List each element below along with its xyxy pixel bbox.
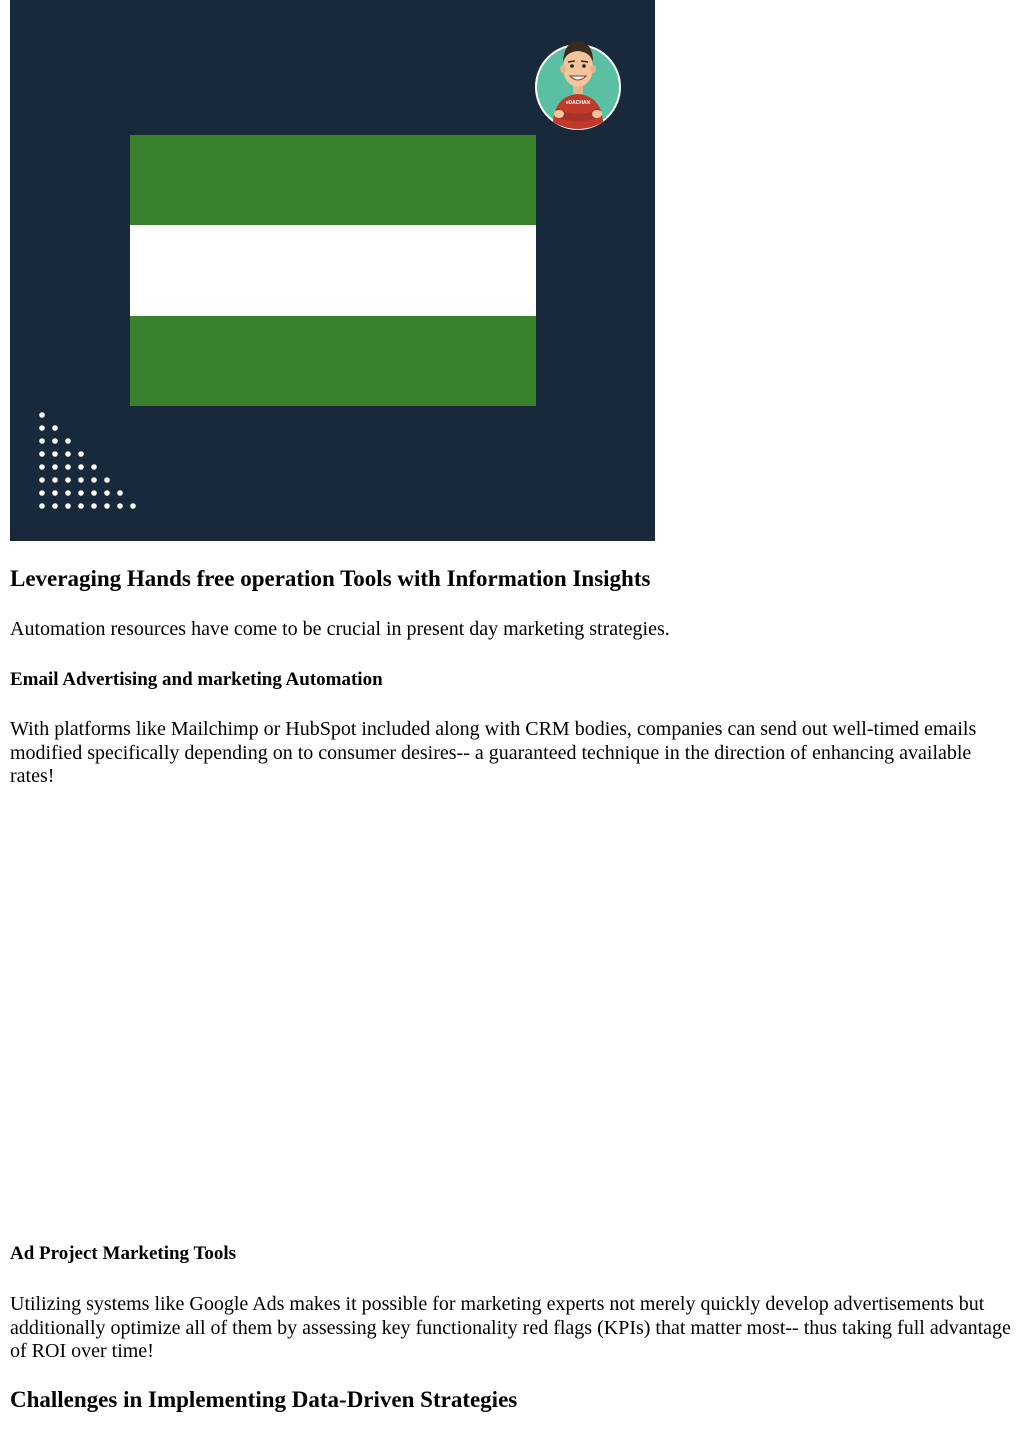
- dot: [91, 490, 97, 496]
- email-automation-paragraph: With platforms like Mailchimp or HubSpot included along with CRM bodies, companies can send out well-timed emails modified specifically depending on to consumer desires-- a guaranteed technique in the direction of enhancing available rates!: [10, 718, 977, 787]
- cartoon-man-avatar-icon: [535, 30, 623, 132]
- dot: [52, 438, 58, 444]
- hero-image: [10, 0, 655, 541]
- dot: [78, 503, 84, 509]
- dot: [91, 477, 97, 483]
- dot: [65, 451, 71, 457]
- section-heading: Leveraging Hands free operation Tools with Information Insights: [10, 566, 651, 591]
- dot: [78, 451, 84, 457]
- dot: [65, 477, 71, 483]
- dot: [39, 503, 45, 509]
- dot: [39, 425, 45, 431]
- dot: [39, 464, 45, 470]
- dot: [39, 412, 45, 418]
- flag-stripe-bottom: [130, 316, 536, 406]
- subheading-email-automation: Email Advertising and marketing Automation: [10, 669, 383, 690]
- dot: [104, 503, 110, 509]
- flag-stripe-top: [130, 135, 536, 225]
- dot: [65, 438, 71, 444]
- dot: [117, 490, 123, 496]
- green-white-green-flag: [130, 135, 536, 406]
- flag-stripe-middle: [130, 225, 536, 315]
- dot: [39, 451, 45, 457]
- dot: [78, 464, 84, 470]
- dot: [78, 477, 84, 483]
- dot: [91, 464, 97, 470]
- dot: [52, 451, 58, 457]
- dot: [130, 503, 136, 509]
- dot: [52, 490, 58, 496]
- dot: [52, 477, 58, 483]
- intro-paragraph: Automation resources have come to be crucial in present day marketing strategies.: [10, 618, 670, 640]
- ad-tools-paragraph: Utilizing systems like Google Ads makes it possible for marketing experts not merely quickly develop advertisements but additionally optimize all of them by assessing key functionality red flags (KPIs) that matter most-- thus taking full advantage of ROI over time!: [10, 1293, 1011, 1362]
- svg-text:eDACHAN: eDACHAN: [565, 100, 591, 106]
- subheading-ad-tools: Ad Project Marketing Tools: [10, 1243, 237, 1264]
- dot: [65, 490, 71, 496]
- dot: [39, 490, 45, 496]
- dot: [52, 464, 58, 470]
- dot: [52, 503, 58, 509]
- dot: [91, 503, 97, 509]
- dot: [52, 425, 58, 431]
- dot: [65, 503, 71, 509]
- dot: [78, 490, 84, 496]
- dot: [104, 477, 110, 483]
- dot: [65, 464, 71, 470]
- dot-pattern-decoration: [38, 410, 148, 515]
- dot: [39, 438, 45, 444]
- dot: [117, 503, 123, 509]
- section-heading-challenges: Challenges in Implementing Data-Driven Strategies: [10, 1387, 518, 1412]
- dot: [39, 477, 45, 483]
- dot: [104, 490, 110, 496]
